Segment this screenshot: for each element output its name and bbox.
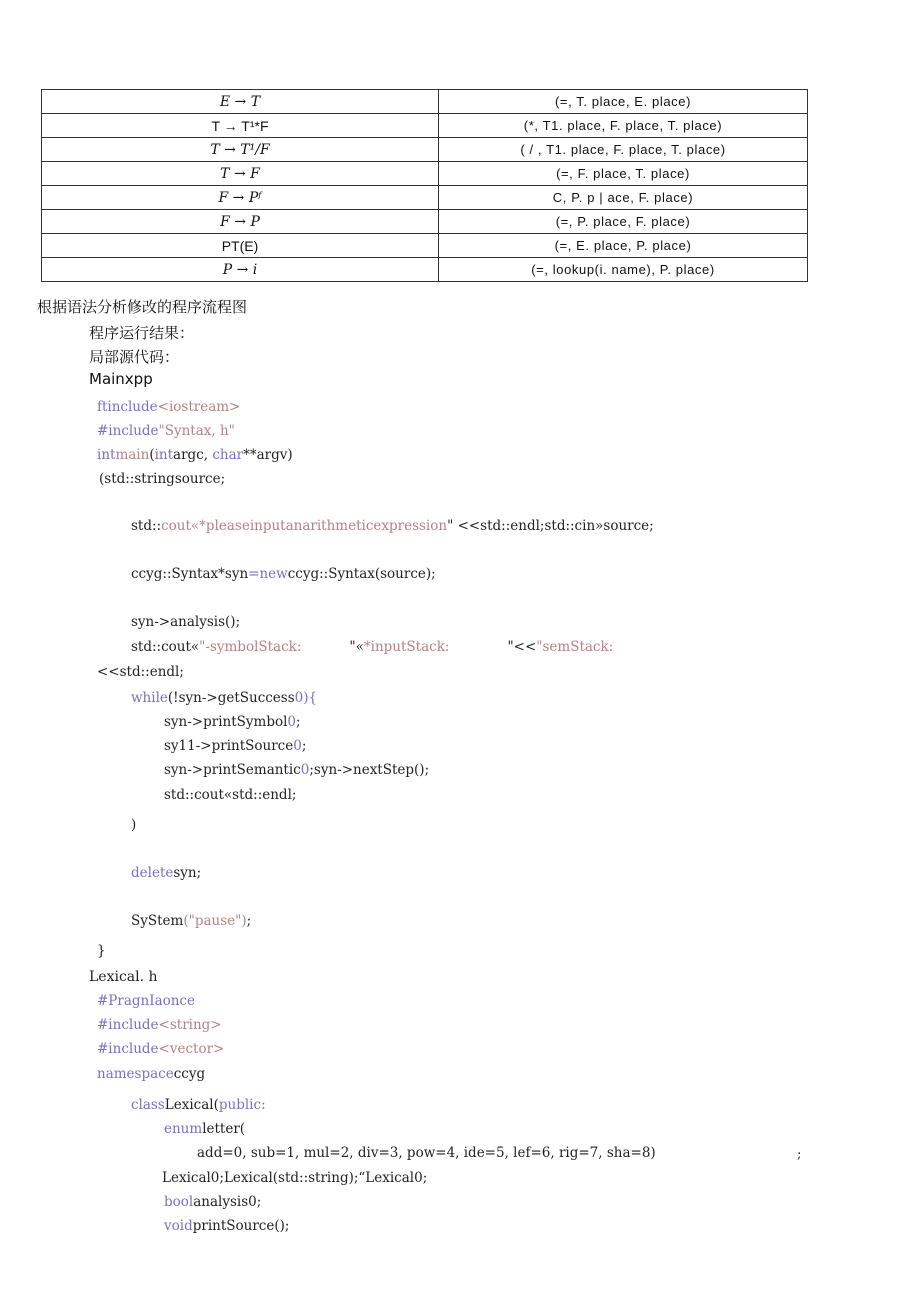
code-line: deletesyn;: [131, 865, 202, 881]
production-cell: PT(E): [42, 234, 439, 258]
code-line: std::cout«std::endl;: [164, 787, 297, 803]
code-line: enumletter(: [164, 1121, 246, 1137]
production-cell: T → T¹/F: [42, 138, 439, 162]
code-line: (std::stringsource;: [99, 471, 226, 487]
semantic-cell: (=, T. place, E. place): [439, 90, 808, 114]
source-label: 局部源代码：: [89, 348, 180, 366]
code-line: sy11->printSource0;: [164, 738, 307, 754]
code-line: add=0, sub=1, mul=2, div=3, pow=4, ide=5, lef=6, rig=7, sha=8): [197, 1145, 656, 1161]
section-heading: 根据语法分析修改的程序流程图: [37, 298, 248, 316]
table-row: [42, 186, 808, 210]
table-row: [42, 138, 808, 162]
code-line: }: [97, 943, 106, 959]
table-row: [42, 210, 808, 234]
code-line: intmain(intargc, char**argv): [97, 447, 293, 463]
lexical-file-label: Lexical. h: [89, 969, 158, 985]
code-line: boolanalysis0;: [164, 1194, 262, 1210]
code-line: classLexical(public:: [131, 1097, 266, 1113]
production-cell: T → T¹*F: [42, 114, 439, 138]
code-line: #PragnIaonce: [97, 993, 195, 1009]
code-line: ): [131, 817, 137, 833]
production-cell: F → Pᶠ: [42, 186, 439, 210]
code-line: std::cout«*pleaseinputanarithmeticexpression" <<std::endl;std::cin»source;: [131, 518, 654, 534]
semantic-cell: (=, E. place, P. place): [439, 234, 808, 258]
table-row: [42, 234, 808, 258]
semantic-cell: (=, P. place, F. place): [439, 210, 808, 234]
code-line: syn->printSymbol0;: [164, 714, 301, 730]
code-line: #include"Syntax, h": [97, 423, 235, 439]
code-line: ccyg::Syntax*syn=newccyg::Syntax(source);: [131, 566, 436, 582]
semantic-cell: (=, lookup(i. name), P. place): [439, 258, 808, 282]
production-table: [41, 89, 808, 282]
production-cell: P → i: [42, 258, 439, 282]
code-line: SyStem("pause");: [131, 913, 252, 929]
semantic-cell: ( / , T1. place, F. place, T. place): [439, 138, 808, 162]
production-cell: F → P: [42, 210, 439, 234]
result-label: 程序运行结果：: [89, 324, 195, 342]
code-line: syn->printSemantic0;syn->nextStep();: [164, 762, 430, 778]
code-line: std::cout«"-symbolStack: "«*inputStack: "<<"semStack:: [131, 639, 614, 655]
main-file-label: Mainxpp: [89, 370, 153, 388]
table-row: [42, 90, 808, 114]
code-line: voidprintSource();: [164, 1218, 290, 1234]
table-row: [42, 114, 808, 138]
table-row: [42, 258, 808, 282]
production-cell: T → F: [42, 162, 439, 186]
semantic-cell: (=, F. place, T. place): [439, 162, 808, 186]
semantic-cell: (*, T1. place, F. place, T. place): [439, 114, 808, 138]
code-line: #include<vector>: [97, 1041, 225, 1057]
code-line: ftinclude<iostream>: [97, 399, 241, 415]
code-line: while(!syn->getSuccess0){: [131, 690, 318, 706]
code-line: <<std::endl;: [97, 664, 184, 680]
code-line: Lexical0;Lexical(std::string);“Lexical0;: [162, 1170, 428, 1186]
code-line: syn->analysis();: [131, 614, 241, 630]
code-line: #include<string>: [97, 1017, 222, 1033]
table-row: [42, 162, 808, 186]
code-line: namespaceccyg: [97, 1066, 206, 1082]
semantic-cell: C, P. p | ace, F. place): [439, 186, 808, 210]
code-line-end: ;: [797, 1147, 802, 1162]
production-cell: E → T: [42, 90, 439, 114]
